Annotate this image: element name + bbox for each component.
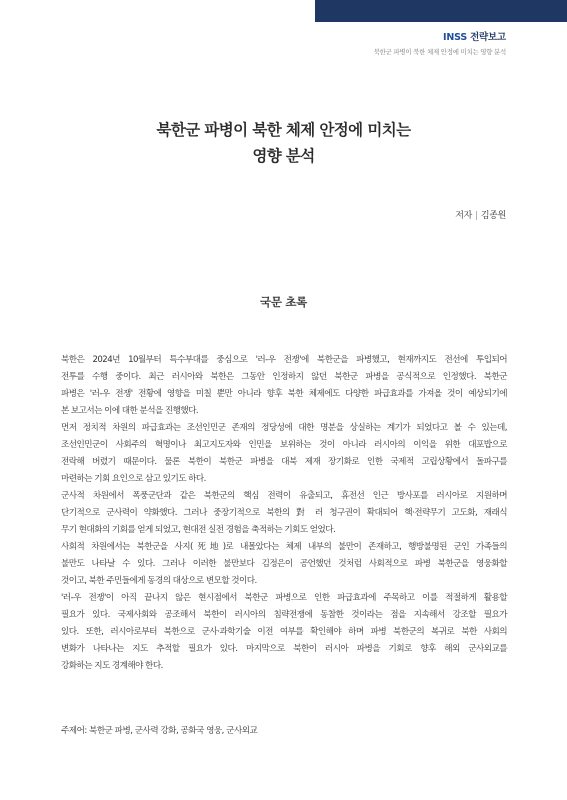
text-line: 있다. 또한, 러시아로부터 북한으로 군사·과학기술 이전 여부를 확인해야 하며 파병 북한군의 복귀로 북한 사회의 bbox=[61, 627, 507, 637]
page-title-line-1: 북한군 파병이 북한 체제 안정에 미치는 bbox=[156, 121, 411, 139]
text-line: 북한은 2024년 10월부터 특수부대를 중심으로 '러-우 전쟁'에 북한군을 파병했고, 현재까지도 전선에 투입되어 bbox=[61, 355, 507, 365]
keywords: 주제어: 북한군 파병, 군사력 강화, 공화국 영웅, 군사외교 bbox=[61, 726, 258, 736]
text-line: '러-우 전쟁'이 아직 끝나지 않은 현시점에서 북한군 파병으로 인한 파급효과에 주목하고 이를 적절하게 활용할 bbox=[61, 593, 508, 603]
text-line: 먼저 정치적 차원의 파급효과는 조선인민군 존재의 정당성에 대한 명분을 상실하는 계기가 되었다고 볼 수 있는데, bbox=[61, 423, 507, 433]
running-header: 북한군 파병이 북한 체제 안정에 미치는 영향 분석 bbox=[373, 48, 506, 56]
text-line: 필요가 있다. 국제사회와 공조해서 북한이 러시아의 침략전쟁에 동참한 것이라는 점을 지속해서 강조할 필요가 bbox=[61, 610, 507, 620]
abstract-paragraph bbox=[61, 488, 507, 539]
abstract-heading: 국문 초록 bbox=[260, 295, 307, 309]
brand-name: INSS bbox=[443, 32, 467, 43]
text-line: 본 보고서는 이에 대한 분석을 진행했다. bbox=[61, 406, 199, 416]
text-line: 불만도 나타날 수 있다. 그러나 이러한 불만보다 김정은이 공언했던 것처럼 사회적으로 파병 북한군을 영웅화할 bbox=[61, 559, 507, 569]
text-line: 마련하는 기회 요인으로 삼고 있기도 하다. bbox=[61, 474, 206, 484]
text-line: 군사적 차원에서 폭풍군단과 같은 북한군의 핵심 전력이 유출되고, 휴전선 인근 방사포를 러시아로 지원하며 bbox=[61, 491, 507, 501]
text-line: 전투를 수행 중이다. 최근 러시아와 북한은 그동안 인정하지 않던 북한군 파병을 공식적으로 인정했다. 북한군 bbox=[61, 372, 507, 382]
abstract-paragraph bbox=[61, 420, 507, 488]
brand-logo bbox=[443, 29, 506, 43]
text-line: 변화가 나타나는 지도 추적할 필요가 있다. 마지막으로 북한이 러시아 파병을 기회로 향후 해외 군사외교를 bbox=[61, 644, 507, 654]
text-line: 무기 현대화의 기회를 얻게 되었고, 현대전 실전 경험을 축적하는 기회도 얻었다. bbox=[61, 525, 336, 535]
page-title-line-2: 영향 분석 bbox=[252, 147, 315, 165]
text-line: 단기적으로 군사력이 약화했다. 그러나 중장기적으로 북한의 對 러 청구권이 확대되어 핵·전략무기 고도화, 재래식 bbox=[61, 508, 507, 518]
text-line: 파병은 '러-우 전쟁' 전황에 영향을 미칠 뿐만 아니라 향후 북한 체제에도 다양한 파급효과를 가져올 것이 예상되기에 bbox=[61, 389, 507, 399]
text-line: 것이고, 북한 주민들에게 동경의 대상으로 변모할 것이다. bbox=[61, 576, 257, 586]
author-credit bbox=[455, 208, 506, 221]
text-line: 전락해 버렸기 때문이다. 물론 북한이 북한군 파병을 대북 제재 장기화로 인한 국제적 고립상황에서 돌파구를 bbox=[61, 457, 507, 467]
text-line: 사회적 차원에서는 북한군을 사지(死地)로 내몰았다는 체제 내부의 불만이 존재하고, 행방불명된 군인 가족들의 bbox=[61, 542, 507, 552]
abstract-body bbox=[61, 352, 507, 675]
text-line: 조선인민군이 사회주의 혁명이나 최고지도자와 인민을 보위하는 것이 아니라 러시아의 이익을 위한 대포밥으로 bbox=[61, 440, 507, 450]
abstract-paragraph bbox=[61, 539, 507, 590]
abstract-paragraph bbox=[61, 352, 507, 420]
author-separator: | bbox=[475, 211, 478, 221]
text-line: 강화하는 지도 경계해야 한다. bbox=[61, 661, 163, 671]
author-name: 김종원 bbox=[480, 211, 506, 221]
author-label: 저자 bbox=[455, 211, 473, 221]
header-color-bar bbox=[315, 0, 567, 22]
abstract-paragraph bbox=[61, 590, 507, 675]
brand-suffix: 전략보고 bbox=[470, 32, 506, 43]
